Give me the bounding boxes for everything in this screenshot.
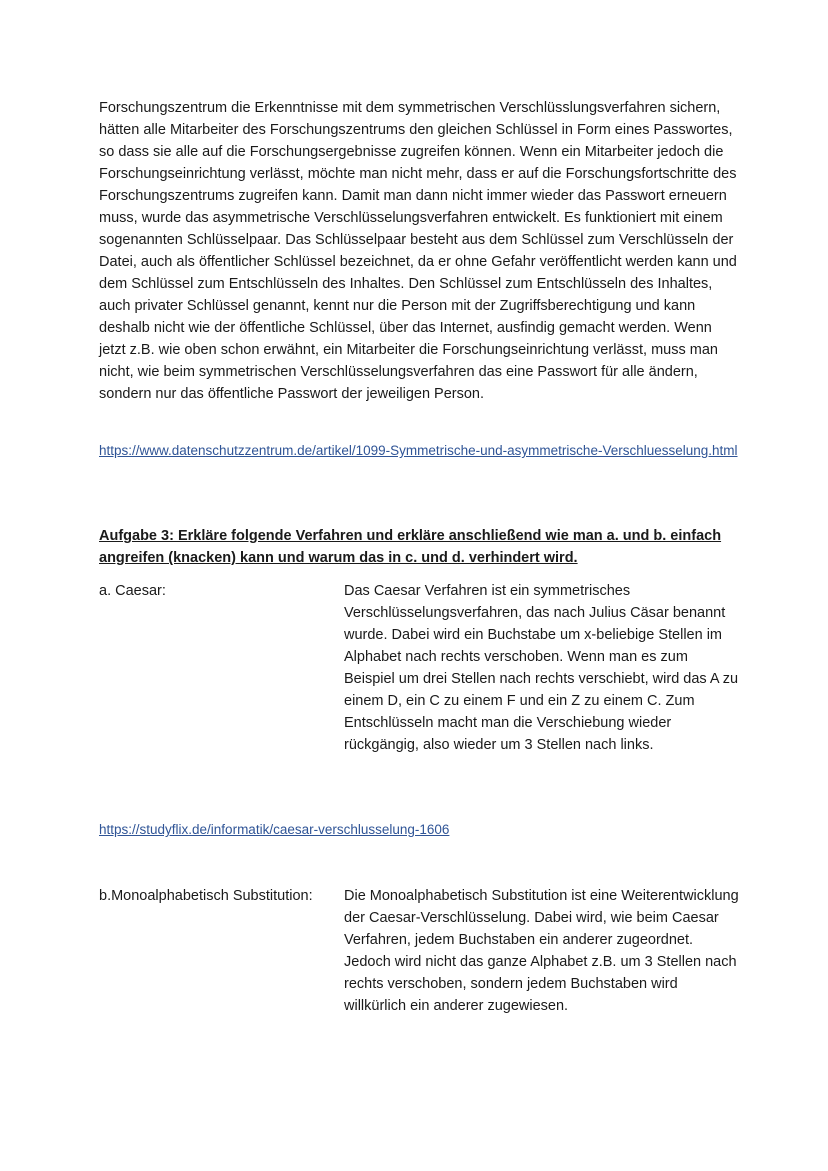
intro-paragraph: Forschungszentrum die Erkenntnisse mit dem symmetrischen Verschlüsslungsverfahren sichern, hätten alle Mitarbeiter des Forschungszentrums den gleichen Schlüssel in Form eines Passwortes, so dass sie alle auf die Forschungsergebnisse zugreifen können. Wenn ein Mitarbeiter jedoch die Forschungseinrichtung verlässt, möchte man nicht mehr, dass er auf die Forschungsfortschritte des Forschungszentrums zugreifen kann. Damit man dann nicht immer wieder das Passwort erneuern muss, wurde das asymmetrische Verschlüsselungsverfahren entwickelt. Es funktioniert mit einem sogenannten Schlüsselpaar. Das Schlüsselpaar besteht aus dem Schlüssel zum Verschlüsseln der Datei, auch als öffentlicher Schlüssel bezeichnet, da er ohne Gefahr veröffentlicht werden kann und dem Schlüssel zum Entschlüsseln des Inhaltes. Den Schlüssel zum Entschlüsseln des Inhaltes, auch privater Schlüssel genannt, kennt nur die Person mit der Zugriffsberechtigung und kann deshalb nicht wie der öffentliche Schlüssel, über das Internet, ausfindig gemacht werden. Wenn jetzt z.B. wie oben schon erwähnt, ein Mitarbeiter die Forschungseinrichtung verlässt, muss man nicht, wie beim symmetrischen Verschlüsselungsverfahren das eine Passwort für alle ändern, sondern nur das öffentliche Passwort der jeweiligen Person. bbox=[99, 100, 737, 402]
definition-caesar: Das Caesar Verfahren ist ein symmetrisches Verschlüsselungsverfahren, das nach Julius Cäsar benannt wurde. Dabei wird ein Buchstabe um x-beliebige Stellen im Alphabet nach rechts verschoben. Wenn man es zum Beispiel um drei Stellen nach rechts verschiebt, wird das A zu einem D, ein C zu einem F und ein Z zu einem C. Zum Entschlüsseln macht man die Verschiebung wieder rückgängig, also wieder um 3 Stellen nach links. bbox=[344, 583, 739, 753]
task-heading: Aufgabe 3: Erkläre folgende Verfahren und erkläre anschließend wie man a. und b. einfach angreifen (knacken) kann und warum das in c. und d. verhindert wird. bbox=[99, 528, 722, 566]
term-monoalphabetic-substitution: b.Monoalphabetisch Substitution: bbox=[99, 888, 313, 904]
source-link-datenschutzzentrum[interactable]: https://www.datenschutzzentrum.de/artikel/1099-Symmetrische-und-asymmetrische-Verschluesselung.html bbox=[99, 443, 738, 458]
source-link-studyflix[interactable]: https://studyflix.de/informatik/caesar-verschlusselung-1606 bbox=[99, 822, 450, 837]
term-caesar: a. Caesar: bbox=[99, 583, 166, 599]
definition-monoalphabetic-substitution: Die Monoalphabetisch Substitution ist eine Weiterentwicklung der Caesar-Verschlüsselung. Dabei wird, wie beim Caesar Verfahren, jedem Buchstaben ein anderer zugeordnet. Jedoch wird nicht das ganze Alphabet z.B. um 3 Stellen nach rechts verschoben, sondern jedem Buchstaben wird willkürlich ein anderer zugewiesen. bbox=[344, 888, 739, 1014]
